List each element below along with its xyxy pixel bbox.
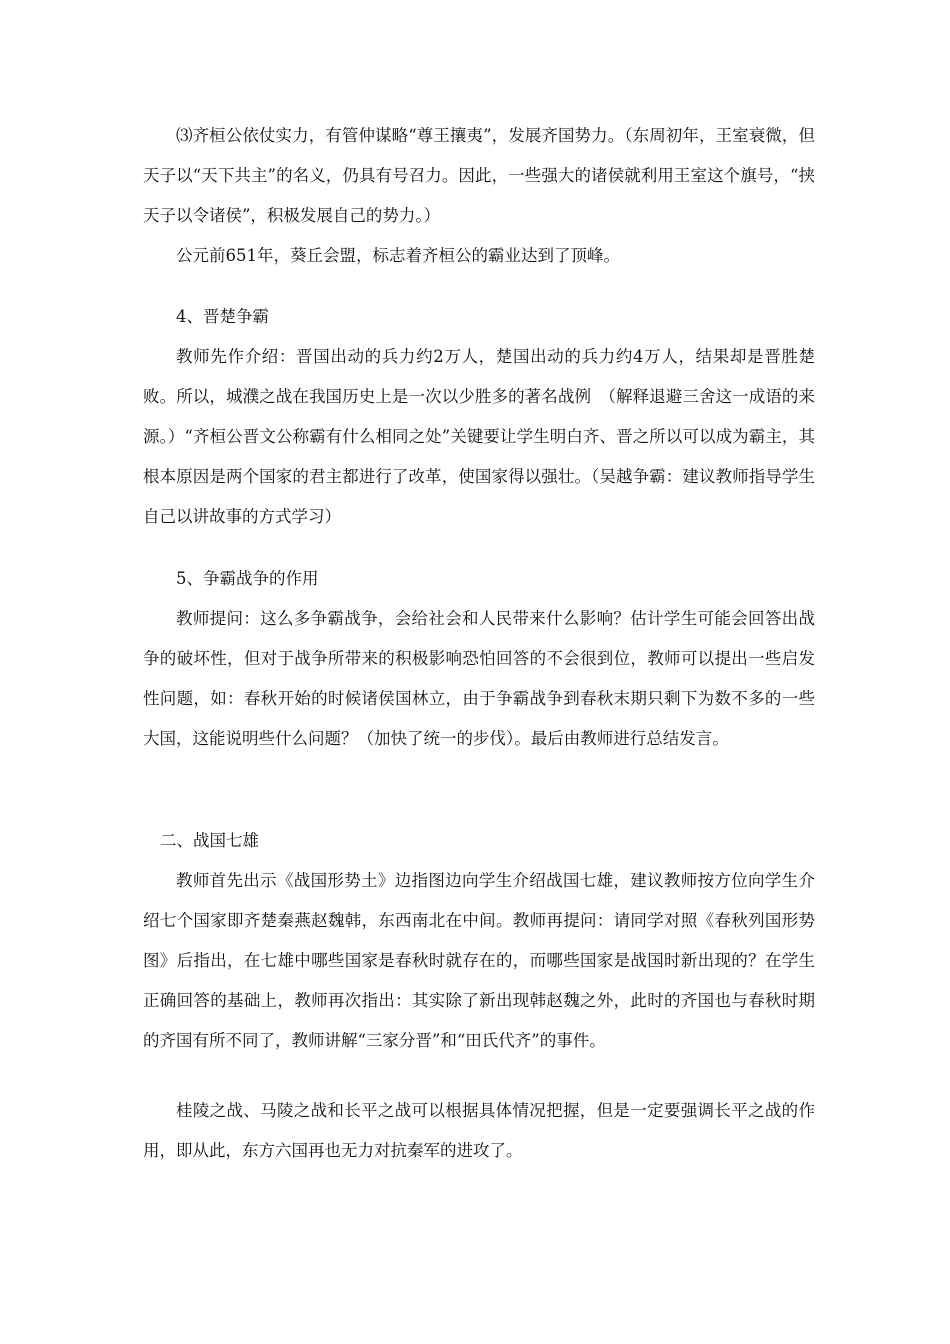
paragraph-qi-huangong: ⑶齐桓公依仗实力，有管仲谋略“尊王攘夷”，发展齐国势力。（东周初年，王室衰微，但天子以“天下共主”的名义，仍具有号召力。因此，一些强大的诸侯就利用王室这个旗号，“挟天子以令诸侯”，积极发展自己的势力。） [143, 126, 815, 225]
heading-seven-warring-states: 二、战国七雄 [160, 831, 259, 850]
heading-hegemony-war-effects: 5、争霸战争的作用 [176, 569, 319, 588]
heading-jin-chu-hegemony: 4、晋楚争霸 [176, 307, 269, 326]
paragraph-battles: 桂陵之战、马陵之战和长平之战可以根据具体情况把握，但是一定要强调长平之战的作用，即从此，东方六国再也无力对抗秦军的进攻了。 [143, 1101, 815, 1160]
paragraph-kuiqiu-alliance: 公元前651年，葵丘会盟，标志着齐桓公的霸业达到了顶峰。 [176, 246, 620, 265]
paragraph-seven-states: 教师首先出示《战国形势土》边指图边向学生介绍战国七雄，建议教师按方位向学生介绍七个国家即齐楚秦燕赵魏韩，东西南北在中间。教师再提问：请同学对照《春秋列国形势图》后指出，在七雄中哪些国家是春秋时就存在的，而哪些国家是战国时新出现的？在学生正确回答的基础上，教师再次指出：其实除了新出现韩赵魏之外，此时的齐国也与春秋时期的齐国有所不同了，教师讲解“三家分晋”和“田氏代齐”的事件。 [143, 871, 815, 1050]
paragraph-war-effects: 教师提问：这么多争霸战争，会给社会和人民带来什么影响？估计学生可能会回答出战争的破坏性，但对于战争所带来的积极影响恐怕回答的不会很到位，教师可以提出一些启发性问题，如：春秋开始的时候诸侯国林立，由于争霸战争到春秋末期只剩下为数不多的一些大国，这能说明些什么问题？（加快了统一的步伐）。最后由教师进行总结发言。 [143, 609, 815, 748]
paragraph-jin-chu: 教师先作介绍：晋国出动的兵力约2万人，楚国出动的兵力约4万人，结果却是晋胜楚败。所以，城濮之战在我国历史上是一次以少胜多的著名战例 （解释退避三舍这一成语的来源。）“齐桓公晋文公称霸有什么相同之处”关键要让学生明白齐、晋之所以可以成为霸主，其根本原因是两个国家的君主都进行了改革，使国家得以强壮。（吴越争霸：建议教师指导学生自己以讲故事的方式学习） [143, 347, 815, 526]
